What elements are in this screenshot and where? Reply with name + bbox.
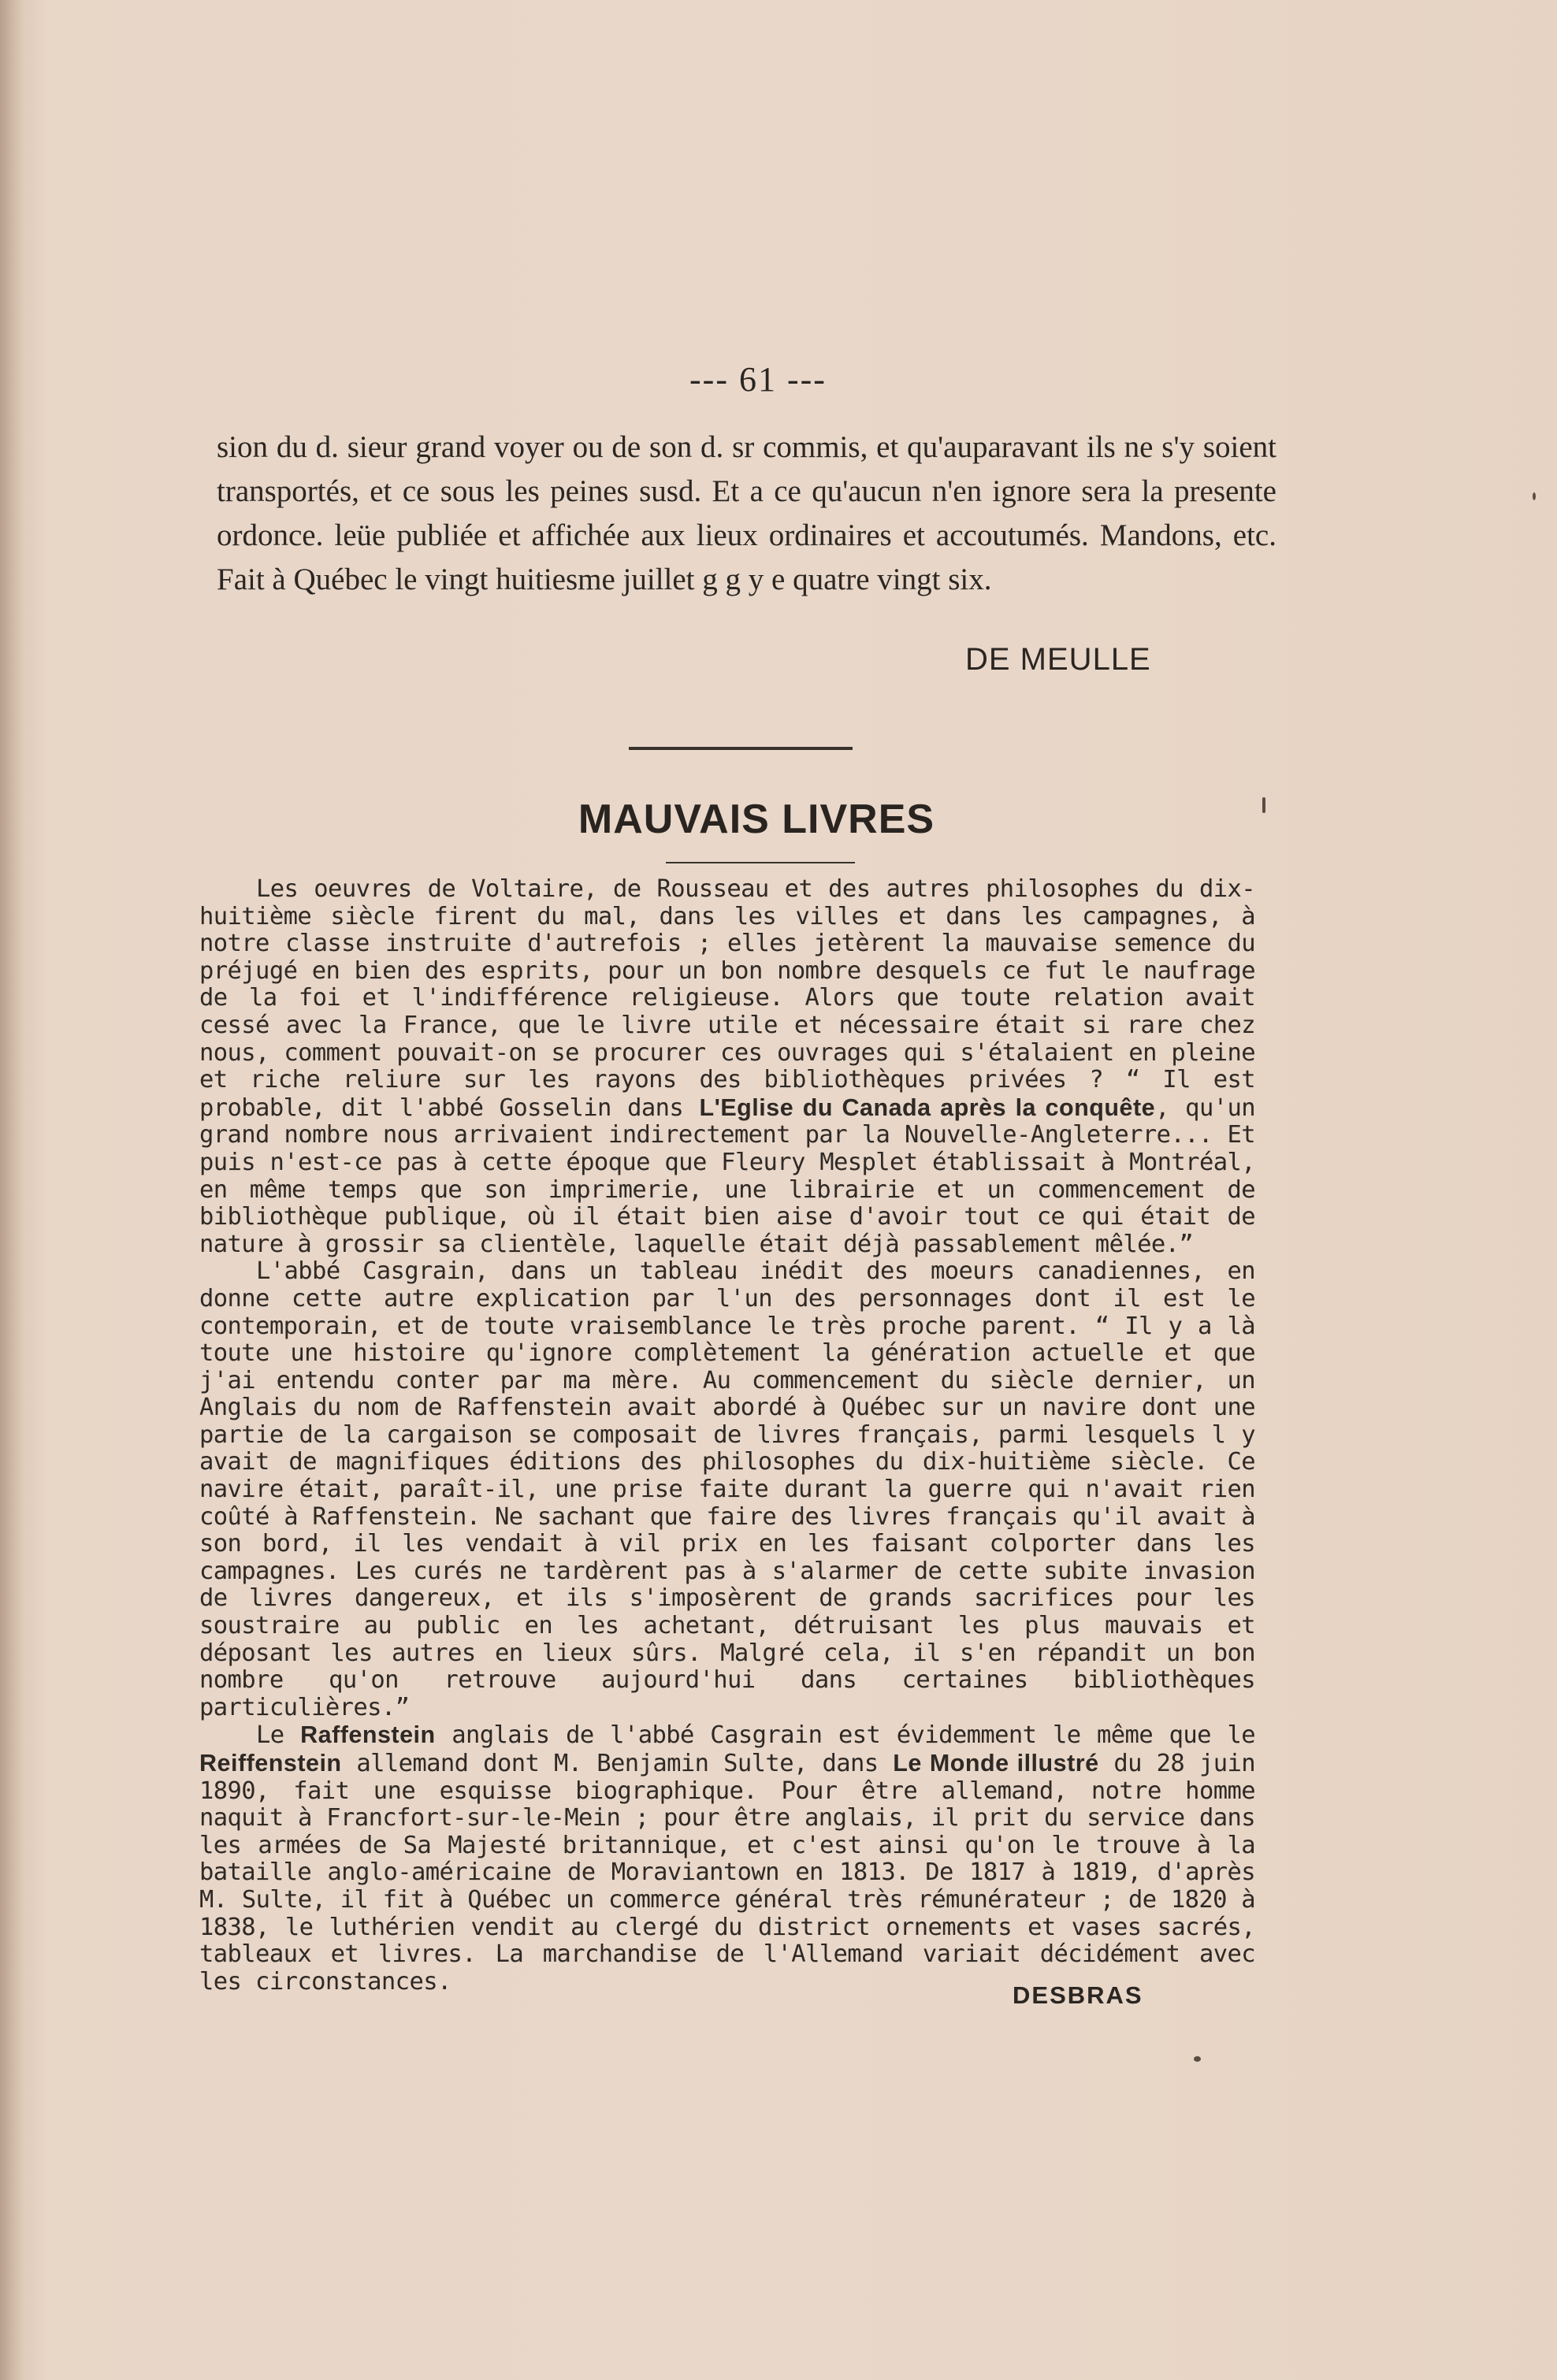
name-reiffenstein: Reiffenstein bbox=[199, 1750, 342, 1777]
name-raffenstein: Raffenstein bbox=[300, 1721, 436, 1749]
book-spine-shadow bbox=[0, 0, 24, 2380]
page-number: --- 61 --- bbox=[689, 360, 827, 399]
paragraph-1 bbox=[199, 876, 1255, 1258]
journal-title-reference: Le Monde illustré bbox=[893, 1750, 1099, 1777]
article-body bbox=[199, 876, 1255, 1996]
signature-desbras: DESBRAS bbox=[1013, 1981, 1143, 2009]
paper-speck bbox=[1194, 2056, 1201, 2062]
article-title: MAUVAIS LIVRES bbox=[578, 796, 935, 842]
paragraph-3-text-c: allemand dont M. Benjamin Sulte, dans bbox=[341, 1750, 894, 1777]
paper-mark bbox=[1262, 797, 1265, 813]
book-title-reference: L'Eglise du Canada après la conquête bbox=[699, 1093, 1156, 1121]
intro-paragraph bbox=[217, 425, 1276, 602]
paragraph-3-text-d: du 28 juin 1890, fait une esquisse biographique. Pour être allemand, notre homme naquit à Francfort-sur-le-Mein ; pour être anglais, il prit du service dans les armées de Sa Majesté britannique, et c'est ainsi qu'on le trouve à la bataille anglo-américaine de Moraviantown en 1813. De 1817 à 1819, d'après M. Sulte, il fit à Québec un commerce général très rémunérateur ; de 1820 à 1838, le luthérien vendit au clergé du district ornements et vases sacrés, tableaux et livres. La marchandise de l'Allemand variait décidément avec les circonstances. bbox=[199, 1750, 1255, 1996]
section-divider bbox=[629, 747, 853, 750]
paragraph-2: L'abbé Casgrain, dans un tableau inédit des moeurs canadiennes, en donne cette autre explication par l'un des personnages dont il est le contemporain, et de toute vraisemblance le très proche parent. “ Il y a là toute une histoire qu'ignore complètement la génération actuelle et que j'ai entendu conter par ma mère. Au commencement du siècle dernier, un Anglais du nom de Raffenstein avait abordé à Québec sur un navire dont une partie de la cargaison se composait de livres français, parmi lesquels l y avait de magnifiques éditions des philosophes du dix-huitième siècle. Ce navire était, paraît-il, une prise faite durant la guerre qui n'avait rien coûté à Raffenstein. Ne sachant que faire des livres français qu'il avait à son bord, il les vendait à vil prix en les faisant colporter dans les campagnes. Les curés ne tardèrent pas à s'alarmer de cette subite invasion de livres dangereux, et ils s'imposèrent de grands sacrifices pour les soustraire au public en les achetant, détruisant les plus mauvais et déposant les autres en lieux sûrs. Malgré cela, il s'en répandit un bon nombre qu'on retrouve aujourd'hui dans certaines bibliothèques particulières.” bbox=[199, 1257, 1255, 1721]
title-underline bbox=[666, 862, 855, 863]
paragraph-3-text-a: Le bbox=[256, 1721, 301, 1750]
paragraph-3 bbox=[199, 1721, 1255, 1996]
paper-speck bbox=[1533, 492, 1536, 500]
intro-text: sion du d. sieur grand voyer ou de son d. sr commis, et qu'auparavant ils ne s'y soient transportés, et ce sous les peines susd. Et a ce qu'aucun n'en ignore sera la presente ordonce. leüe publiée et affichée aux lieux ordinaires et accoutumés. Mandons, etc. Fait à Québec le vingt huitiesme juillet g g y e quatre vingt six. bbox=[217, 430, 1276, 596]
paragraph-1-text-b: , qu'un grand nombre nous arrivaient indirectement par la Nouvelle-Angleterre... Et puis n'est-ce pas à cette époque que Fleury Mesplet établissait à Montréal, en même temps que son imprimerie, une librairie et un commencement de bibliothèque publique, où il était bien aise d'avoir tout ce qui était de nature à grossir sa clientèle, laquelle était déjà passablement mêlée.” bbox=[199, 1093, 1255, 1258]
paragraph-1-text-a: Les oeuvres de Voltaire, de Rousseau et des autres philosophes du dix-huitième siècle firent du mal, dans les villes et dans les campagnes, à notre classe instruite d'autrefois ; elles jetèrent la mauvaise semence du préjugé en bien des esprits, pour un bon nombre desquels ce fut le naufrage de la foi et l'indifférence religieuse. Alors que toute relation avait cessé avec la France, que le livre utile et nécessaire était si rare chez nous, comment pouvait-on se procurer ces ouvrages qui s'étalaient en pleine et riche reliure sur les rayons des bibliothèques privées ? “ Il est probable, dit l'abbé Gosselin dans bbox=[199, 875, 1255, 1122]
signature-de-meulle: DE MEULLE bbox=[965, 642, 1151, 677]
paragraph-3-text-b: anglais de l'abbé Casgrain est évidemment le même que le bbox=[435, 1721, 1255, 1750]
